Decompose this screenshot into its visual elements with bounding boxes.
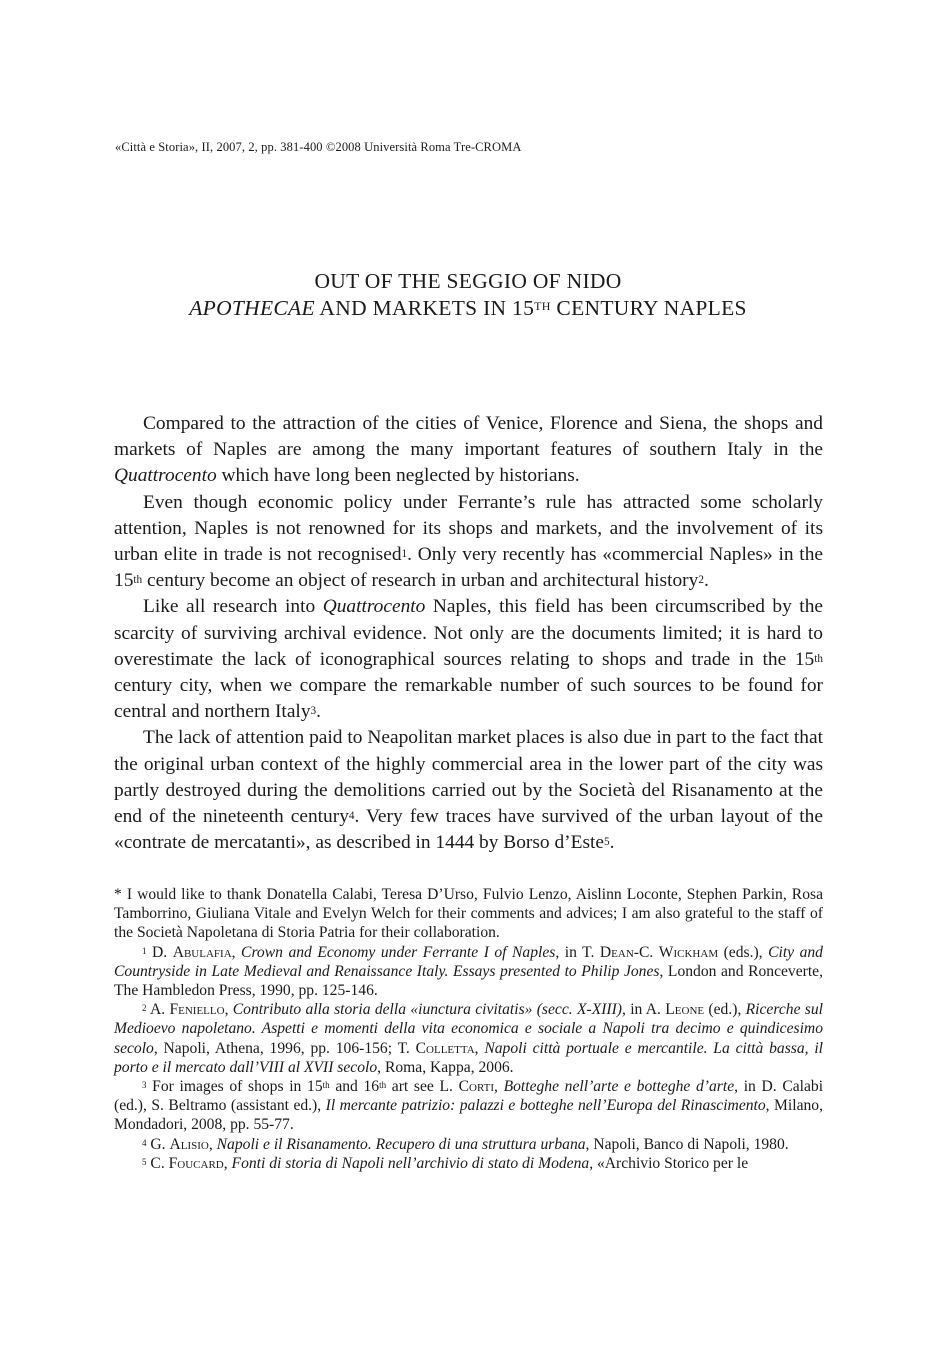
footnotes xyxy=(114,885,823,1173)
title-line-1: OUT OF THE SEGGIO OF NIDO xyxy=(314,269,622,293)
paragraph-1: Compared to the attraction of the cities of Venice, Florence and Siena, the shops and markets of Naples are among the many important features of southern Italy in the Quattrocento which have long been neglected by historians. xyxy=(114,413,823,487)
footnote-ref-1[interactable]: 1 xyxy=(401,548,408,561)
footnote-ref-5[interactable]: 5 xyxy=(604,836,610,849)
footnote-2: $^2$ A. Feniello, Contributo alla storia della «iunctura civitatis» (secc. X-XIII), in A. Leone (ed.), Ricerche sul Medioevo napoletano. Aspetti e momenti della vita economica e sociale a Napoli tra decimo e quindicesimo secolo, Napoli, Athena, 1996, pp. 106-156; T. Colletta, Napoli città portuale e mercantile. La città bassa, il porto e il mercato dall’VIII al XVII secolo, Roma, Kappa, 2006. xyxy=(114,1001,823,1076)
footnote-5: $^5$ C. Foucard, Fonti di storia di Napoli nell’archivio di stato di Modena, «Archivio Storico per le xyxy=(142,1154,749,1172)
article-body xyxy=(114,411,823,856)
footnote-1: $^1$ D. Abulafia, Crown and Economy under Ferrante I of Naples, in T. Dean-C. Wickham (eds.), City and Countryside in Late Medieval and Renaissance Italy. Essays presented to Philip Jones, London and Ronceverte, The Hambledon Press, 1990, pp. 125-146. xyxy=(114,943,823,1000)
footnote-ref-4[interactable]: 4 xyxy=(348,810,355,823)
article-title xyxy=(0,268,936,322)
paragraph-2: Even though economic policy under Ferrante’s rule has attracted some scholarly attention, Naples is not renowned for its shops and markets, and the involvement of its urban elite in trade is not recognised$^1$. Only very recently has «commercial Naples» in the 15th century become an object of research in urban and architectural history$^2$. xyxy=(114,491,823,592)
footnote-acknowledgement: * I would like to thank Donatella Calabi, Teresa D’Urso, Fulvio Lenzo, Aislinn Loconte, Stephen Parkin, Rosa Tamborrino, Giuliana Vitale and Evelyn Welch for their comments and advices; I am also grateful to the staff of the Società Napoletana di Storia Patria for their collaboration. xyxy=(114,886,823,942)
footnote-4: $^4$ G. Alisio, Napoli e il Risanamento. Recupero di una struttura urbana, Napoli, Banco di Napoli, 1980. xyxy=(142,1135,789,1153)
paragraph-3: Like all research into Quattrocento Naples, this field has been circumscribed by the scarcity of surviving archival evidence. Not only are the documents limited; it is hard to overestimate the lack of iconographical sources relating to shops and trade in the 15th century city, when we compare the remarkable number of such sources to be found for central and northern Italy$^3$. xyxy=(114,596,823,723)
footnote-ref-2[interactable]: 2 xyxy=(698,574,704,587)
paragraph-4: The lack of attention paid to Neapolitan market places is also due in part to the fact that the original urban context of the highly commercial area in the lower part of the city was partly destroyed during the demolitions carried out by the Società del Risanamento at the end of the nineteenth century$^4$. Very few traces have survived of the urban layout of the «contrate de mercatanti», as described in 1444 by Borso d’Este$^5$. xyxy=(114,727,823,854)
running-head: «Città e Storia», II, 2007, 2, pp. 381-400 ©2008 Università Roma Tre-CROMA xyxy=(115,140,522,154)
title-line-2: APOTHECAE AND MARKETS IN 15TH CENTURY NAPLES xyxy=(189,296,747,320)
footnote-ref-3[interactable]: 3 xyxy=(310,705,317,718)
footnote-3: $^3$ For images of shops in 15th and 16th art see L. Corti, Botteghe nell’arte e botteghe d’arte, in D. Calabi (ed.), S. Beltramo (assistant ed.), Il mercante patrizio: palazzi e botteghe nell’Europa del Rinascimento, Milano, Mondadori, 2008, pp. 55-77. xyxy=(114,1078,824,1134)
